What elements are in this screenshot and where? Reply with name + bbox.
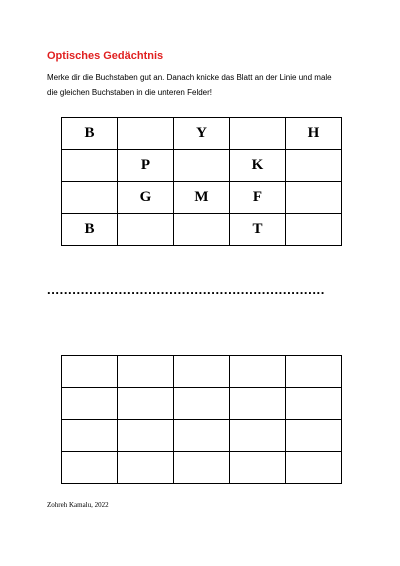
grid-cell (286, 150, 342, 182)
grid-cell (118, 214, 174, 246)
grid-cell (118, 118, 174, 150)
answer-cell[interactable] (230, 356, 286, 388)
answer-cell[interactable] (230, 420, 286, 452)
answer-cell[interactable] (174, 420, 230, 452)
answer-cell[interactable] (118, 420, 174, 452)
grid-cell: B (62, 214, 118, 246)
answer-grid-bottom (61, 355, 342, 484)
answer-cell[interactable] (286, 356, 342, 388)
grid-cell: F (230, 182, 286, 214)
answer-cell[interactable] (62, 356, 118, 388)
grid-cell (286, 214, 342, 246)
answer-cell[interactable] (174, 356, 230, 388)
grid-cell (174, 214, 230, 246)
instructions-line-2: die gleichen Buchstaben in die unteren Felder! (47, 88, 212, 97)
answer-cell[interactable] (62, 452, 118, 484)
answer-cell[interactable] (118, 452, 174, 484)
grid-cell (62, 182, 118, 214)
footer-credit: Zohreh Kamalu, 2022 (47, 501, 109, 509)
answer-cell[interactable] (62, 388, 118, 420)
grid-cell: M (174, 182, 230, 214)
grid-cell (230, 118, 286, 150)
grid-row (62, 150, 342, 182)
grid-row (62, 356, 342, 388)
instructions (47, 70, 367, 100)
grid-cell: B (62, 118, 118, 150)
grid-row (62, 118, 342, 150)
answer-cell[interactable] (286, 420, 342, 452)
worksheet-title: Optisches Gedächtnis (47, 50, 164, 62)
grid-cell: K (230, 150, 286, 182)
grid-cell: Y (174, 118, 230, 150)
answer-cell[interactable] (286, 452, 342, 484)
grid-cell: H (286, 118, 342, 150)
grid-row (62, 420, 342, 452)
answer-cell[interactable] (230, 452, 286, 484)
grid-cell (286, 182, 342, 214)
grid-cell: G (118, 182, 174, 214)
grid-row (62, 182, 342, 214)
answer-cell[interactable] (230, 388, 286, 420)
answer-cell[interactable] (174, 452, 230, 484)
grid-cell (174, 150, 230, 182)
grid-cell: P (118, 150, 174, 182)
grid-row (62, 388, 342, 420)
answer-cell[interactable] (174, 388, 230, 420)
answer-cell[interactable] (118, 388, 174, 420)
grid-cell: T (230, 214, 286, 246)
letter-grid-top (61, 117, 342, 246)
instructions-line-1: Merke dir die Buchstaben gut an. Danach knicke das Blatt an der Linie und male (47, 73, 332, 82)
answer-cell[interactable] (118, 356, 174, 388)
grid-row (62, 214, 342, 246)
answer-cell[interactable] (286, 388, 342, 420)
fold-line: .................................................................. (47, 283, 325, 297)
grid-cell (62, 150, 118, 182)
grid-row (62, 452, 342, 484)
answer-cell[interactable] (62, 420, 118, 452)
